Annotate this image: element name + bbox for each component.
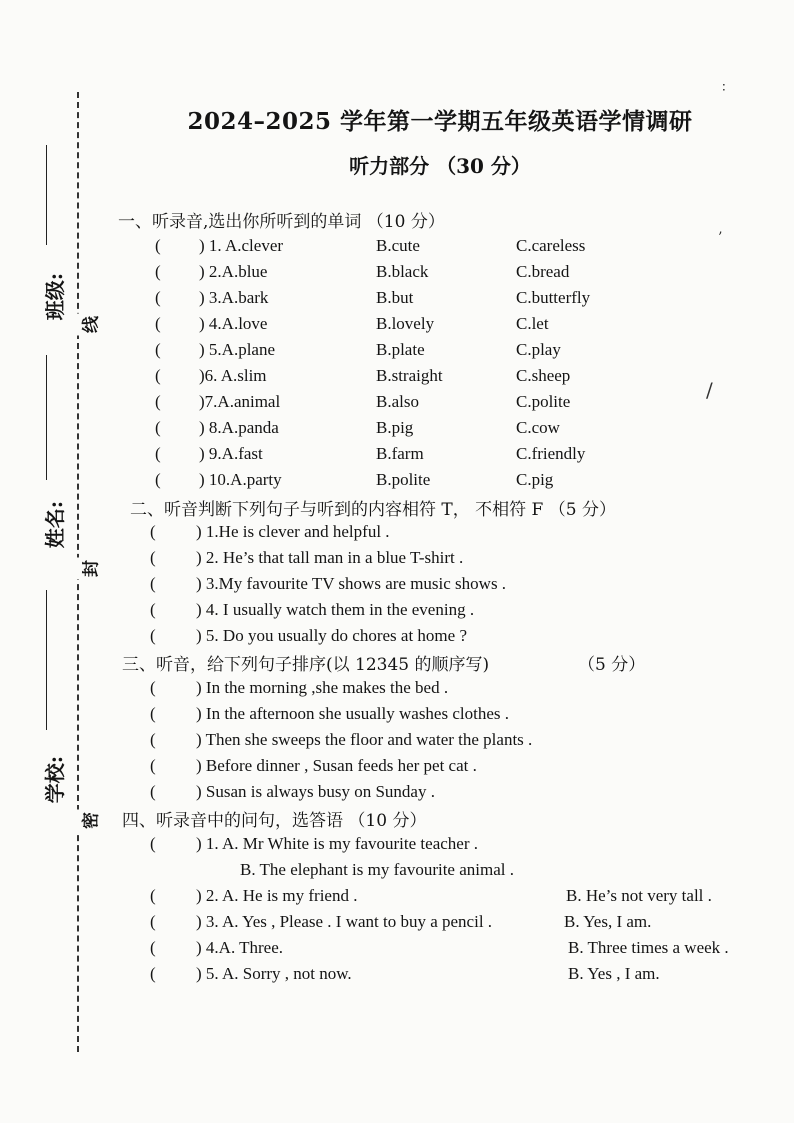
name-blank-line[interactable]: [46, 355, 47, 480]
answer-paren[interactable]: (: [150, 522, 156, 541]
s4-option-b: B. The elephant is my favourite animal .: [240, 860, 514, 879]
school-label: 学校:: [43, 755, 68, 804]
answer-paren[interactable]: (: [155, 392, 161, 411]
answer-paren[interactable]: (: [150, 600, 156, 619]
s1-option-a: ) 1. A.clever: [199, 236, 284, 255]
s1-option-b: B.but: [376, 288, 414, 307]
section1-heading: 一、听录音,选出你所听到的单词 （10 分）: [118, 212, 445, 232]
s1-option-a: ) 3.A.bark: [199, 288, 269, 307]
s1-option-c: C.bread: [516, 262, 570, 281]
s4-option-a: ) 2. A. He is my friend .: [196, 886, 358, 905]
s4-option-b: B. He’s not very tall .: [566, 886, 712, 905]
answer-paren[interactable]: (: [155, 366, 161, 385]
s1-option-b: B.farm: [376, 444, 424, 463]
answer-paren[interactable]: (: [150, 756, 156, 775]
answer-paren[interactable]: (: [150, 964, 156, 983]
s1-option-c: C.pig: [516, 470, 554, 489]
s1-option-b: B.cute: [376, 236, 420, 255]
name-label: 姓名:: [43, 500, 68, 549]
s1-option-c: C.cow: [516, 418, 560, 437]
s2-sentence: ) 5. Do you usually do chores at home ?: [196, 626, 467, 645]
s2-sentence: ) 1.He is clever and helpful .: [196, 522, 390, 541]
stray-mark: /: [706, 378, 713, 402]
s2-sentence: ) 3.My favourite TV shows are music shows .: [196, 574, 507, 593]
s4-option-b: B. Three times a week .: [568, 938, 729, 957]
answer-paren[interactable]: (: [150, 626, 156, 645]
fold-mark-mi: 密: [77, 810, 102, 832]
fold-mark-feng: 封: [77, 558, 102, 580]
answer-paren[interactable]: (: [155, 314, 161, 333]
s1-option-a: )7.A.animal: [199, 392, 281, 411]
s4-option-a: ) 4.A. Three.: [196, 938, 284, 957]
s2-sentence: ) 2. He’s that tall man in a blue T-shirt .: [196, 548, 464, 567]
s1-option-b: B.straight: [376, 366, 443, 385]
answer-paren[interactable]: (: [155, 236, 161, 255]
answer-paren[interactable]: (: [155, 288, 161, 307]
s1-option-b: B.lovely: [376, 314, 435, 333]
s4-option-b: B. Yes, I am.: [564, 912, 652, 931]
answer-paren[interactable]: (: [155, 262, 161, 281]
s1-option-a: ) 8.A.panda: [199, 418, 279, 437]
answer-paren[interactable]: (: [150, 704, 156, 723]
s4-option-a: ) 5. A. Sorry , not now.: [196, 964, 352, 983]
s1-option-b: B.pig: [376, 418, 414, 437]
s3-sentence: ) Susan is always busy on Sunday .: [196, 782, 435, 801]
answer-paren[interactable]: (: [150, 782, 156, 801]
s1-option-a: ) 4.A.love: [199, 314, 268, 333]
stray-mark: ’: [718, 230, 723, 246]
s1-option-c: C.friendly: [516, 444, 586, 463]
answer-paren[interactable]: (: [155, 444, 161, 463]
s2-sentence: ) 4. I usually watch them in the evening .: [196, 600, 475, 619]
s1-option-b: B.black: [376, 262, 429, 281]
s1-option-c: C.sheep: [516, 366, 571, 385]
answer-paren[interactable]: (: [150, 834, 156, 853]
answer-paren[interactable]: (: [155, 340, 161, 359]
s1-option-b: B.polite: [376, 470, 431, 489]
answer-paren[interactable]: (: [150, 548, 156, 567]
s1-option-a: ) 9.A.fast: [199, 444, 263, 463]
answer-paren[interactable]: (: [155, 470, 161, 489]
s4-option-a: ) 1. A. Mr White is my favourite teacher .: [196, 834, 478, 853]
s1-option-a: ) 2.A.blue: [199, 262, 268, 281]
s3-sentence: ) Before dinner , Susan feeds her pet cat .: [196, 756, 477, 775]
section3-points: （5 分）: [578, 655, 646, 675]
school-blank-line[interactable]: [46, 590, 47, 730]
section2-heading: 二、听音判断下列句子与听到的内容相符 T， 不相符 F （5 分）: [130, 500, 616, 520]
answer-paren[interactable]: (: [150, 912, 156, 931]
s1-option-a: ) 10.A.party: [199, 470, 282, 489]
s1-option-b: B.plate: [376, 340, 425, 359]
s1-option-a: ) 5.A.plane: [199, 340, 276, 359]
answer-paren[interactable]: (: [150, 678, 156, 697]
s1-option-c: C.polite: [516, 392, 571, 411]
s3-sentence: ) In the afternoon she usually washes clothes .: [196, 704, 509, 723]
exam-subtitle: 听力部分 （30 分）: [349, 154, 531, 178]
exam-title: 2024–2025 学年第一学期五年级英语学情调研: [187, 108, 693, 135]
s3-sentence: ) Then she sweeps the floor and water the plants .: [196, 730, 533, 749]
s1-option-c: C.careless: [516, 236, 586, 255]
s1-option-c: C.let: [516, 314, 549, 333]
s1-option-a: )6. A.slim: [199, 366, 267, 385]
section3-heading: 三、听音，给下列句子排序(以 12345 的顺序写): [122, 655, 490, 675]
stray-mark: ∶: [722, 80, 726, 96]
answer-paren[interactable]: (: [150, 730, 156, 749]
fold-mark-xian: 线: [77, 314, 102, 336]
section4-heading: 四、听录音中的问句，选答语 （10 分）: [122, 811, 427, 831]
answer-paren[interactable]: (: [150, 886, 156, 905]
class-label: 班级:: [43, 272, 68, 321]
s1-option-c: C.play: [516, 340, 561, 359]
s4-option-a: ) 3. A. Yes , Please . I want to buy a pencil .: [196, 912, 493, 931]
s3-sentence: ) In the morning ,she makes the bed .: [196, 678, 449, 697]
answer-paren[interactable]: (: [150, 574, 156, 593]
s1-option-b: B.also: [376, 392, 419, 411]
answer-paren[interactable]: (: [155, 418, 161, 437]
s4-option-b: B. Yes , I am.: [568, 964, 660, 983]
answer-paren[interactable]: (: [150, 938, 156, 957]
s1-option-c: C.butterfly: [516, 288, 591, 307]
